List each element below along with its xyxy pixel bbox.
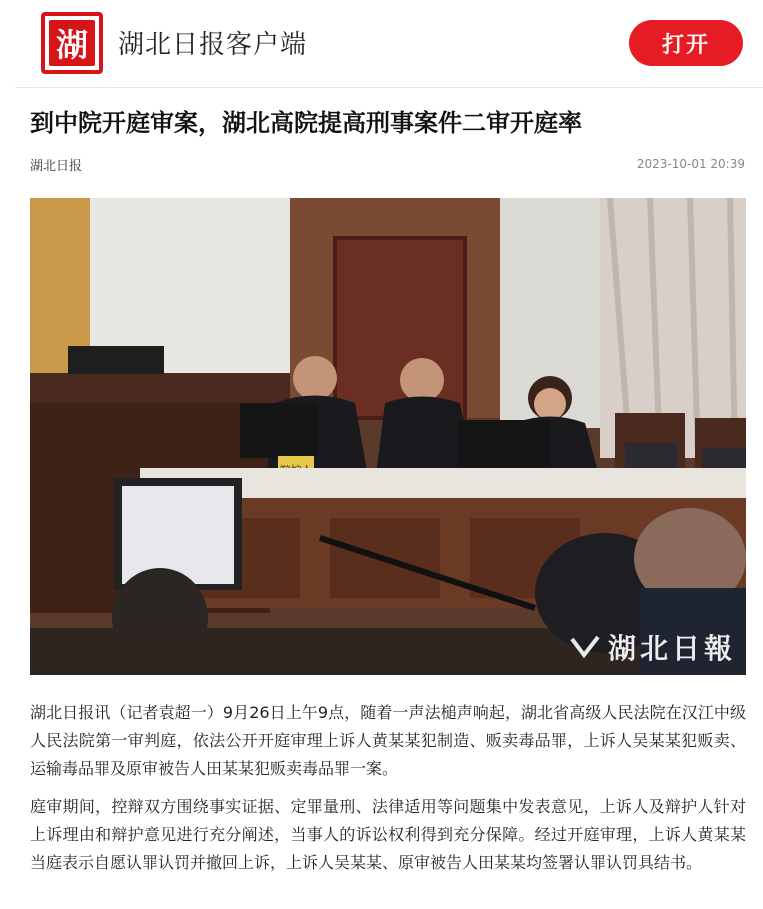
app-download-bar (15, 0, 763, 88)
open-app-button[interactable]: 打开 (629, 20, 743, 66)
article-photo[interactable] (30, 198, 746, 675)
watermark-text: 湖北日報 (607, 632, 736, 665)
courtroom-scene (30, 198, 746, 675)
app-name: 湖北日报客户端 (118, 30, 308, 60)
app-logo (41, 12, 103, 74)
app-logo-glyph: 湖 (49, 20, 95, 66)
article-paragraph: 湖北日报讯（记者袁超一）9月26日上午9点，随着一声法槌声响起，湖北省高级人民法院在汉江中级人民法院第一审判庭，依法公开开庭审理上诉人黄某某犯制造、贩卖毒品罪，上诉人吴某某犯贩卖、运输毒品罪及原审被告人田某某犯贩卖毒品罪一案。 (30, 703, 746, 778)
article-timestamp: 2023-10-01 20:39 (636, 157, 745, 171)
watermark-logo-icon (570, 635, 600, 659)
article-source[interactable]: 湖北日报 (30, 159, 83, 174)
article-title: 到中院开庭审案，湖北高院提高刑事案件二审开庭率 (30, 109, 582, 137)
photo-watermark (570, 627, 736, 667)
article-paragraph: 庭审期间，控辩双方围绕事实证据、定罪量刑、法律适用等问题集中发表意见，上诉人及辩护人针对上诉理由和辩护意见进行充分阐述，当事人的诉讼权利得到充分保障。经过开庭审理，上诉人黄某某当庭表示自愿认罪认罚并撤回上诉，上诉人吴某某、原审被告人田某某均签署认罪认罚具结书。 (30, 797, 746, 872)
